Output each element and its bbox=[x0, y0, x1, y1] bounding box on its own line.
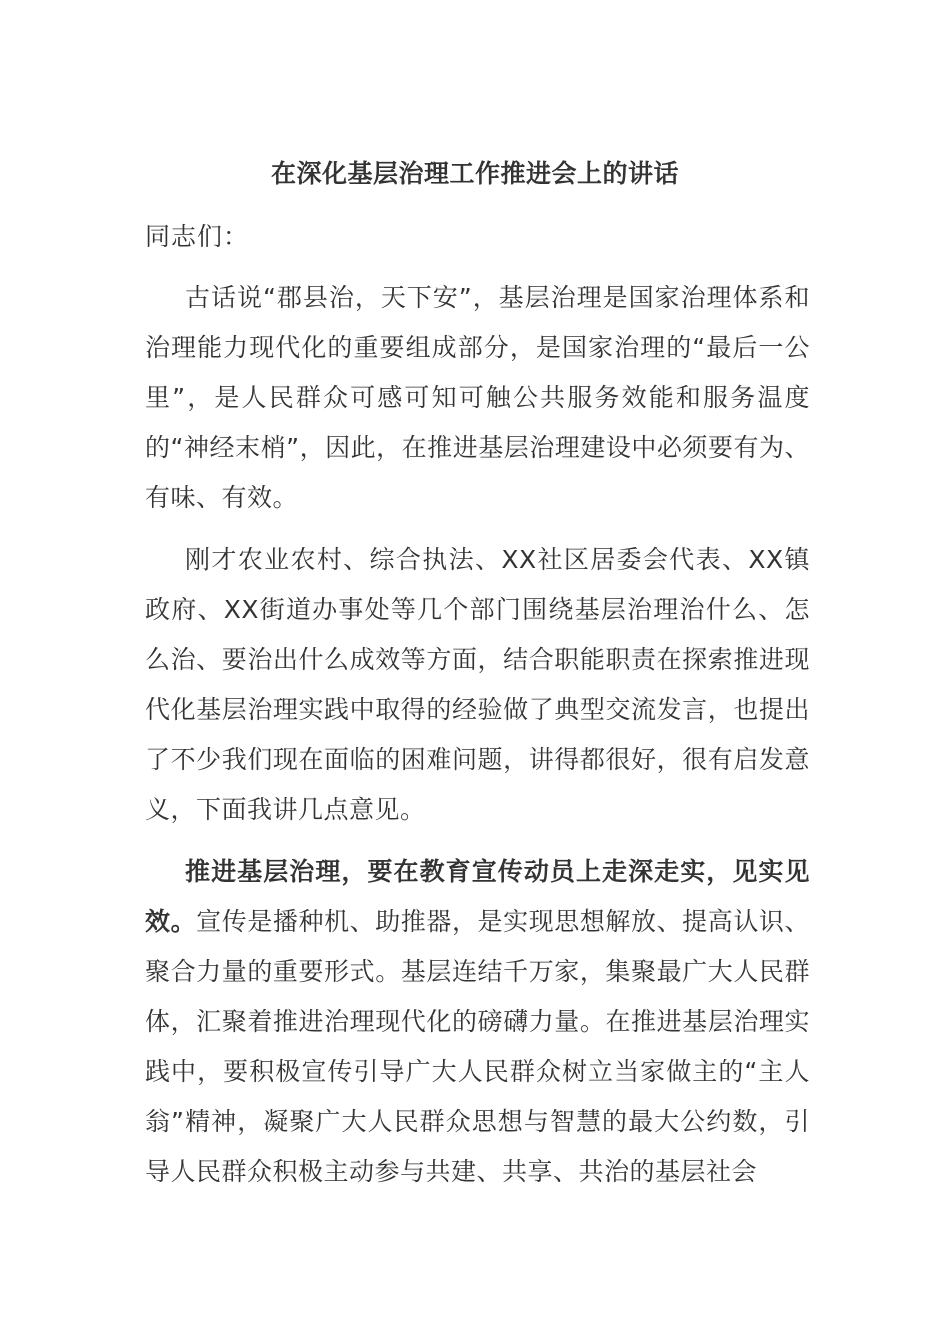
paragraph-text: 宣传是播种机、助推器，是实现思想解放、提高认识、聚合力量的重要形式。基层连结千万家，集聚最广大人民群体，汇聚着推进治理现代化的磅礴力量。在推进基层治理实践中，要积极宣传引导广大人民群众树立当家做主的“主人翁”精神，凝聚广大人民群众思想与智慧的最大公约数，引导人民群众积极主动参与共建、共享、共治的基层社会 bbox=[145, 907, 810, 1186]
salutation: 同志们： bbox=[145, 222, 250, 251]
paragraph bbox=[145, 273, 810, 523]
paragraph-text: 古话说“郡县治，天下安”，基层治理是国家治理体系和治理能力现代化的重要组成部分，是国家治理的“最后一公里”，是人民群众可感可知可触公共服务效能和服务温度的“神经末梢”，因此，在推进基层治理建设中必须要有为、有味、有效。 bbox=[145, 283, 810, 512]
paragraph-text: 刚才农业农村、综合执法、XX社区居委会代表、XX镇政府、XX街道办事处等几个部门围绕基层治理治什么、怎么治、要治出什么成效等方面，结合职能职责在探索推进现代化基层治理实践中取得的经验做了典型交流发言，也提出了不少我们现在面临的困难问题，讲得都很好，很有启发意义，下面我讲几点意见。 bbox=[145, 545, 810, 824]
paragraph bbox=[145, 847, 810, 1197]
paragraph-lead-heading: 推进基层治理，要在教育宣传动员上走深走实，见实见效。 bbox=[145, 857, 810, 936]
paragraph bbox=[145, 535, 810, 835]
document-title: 在深化基层治理工作推进会上的讲话 bbox=[270, 159, 679, 188]
